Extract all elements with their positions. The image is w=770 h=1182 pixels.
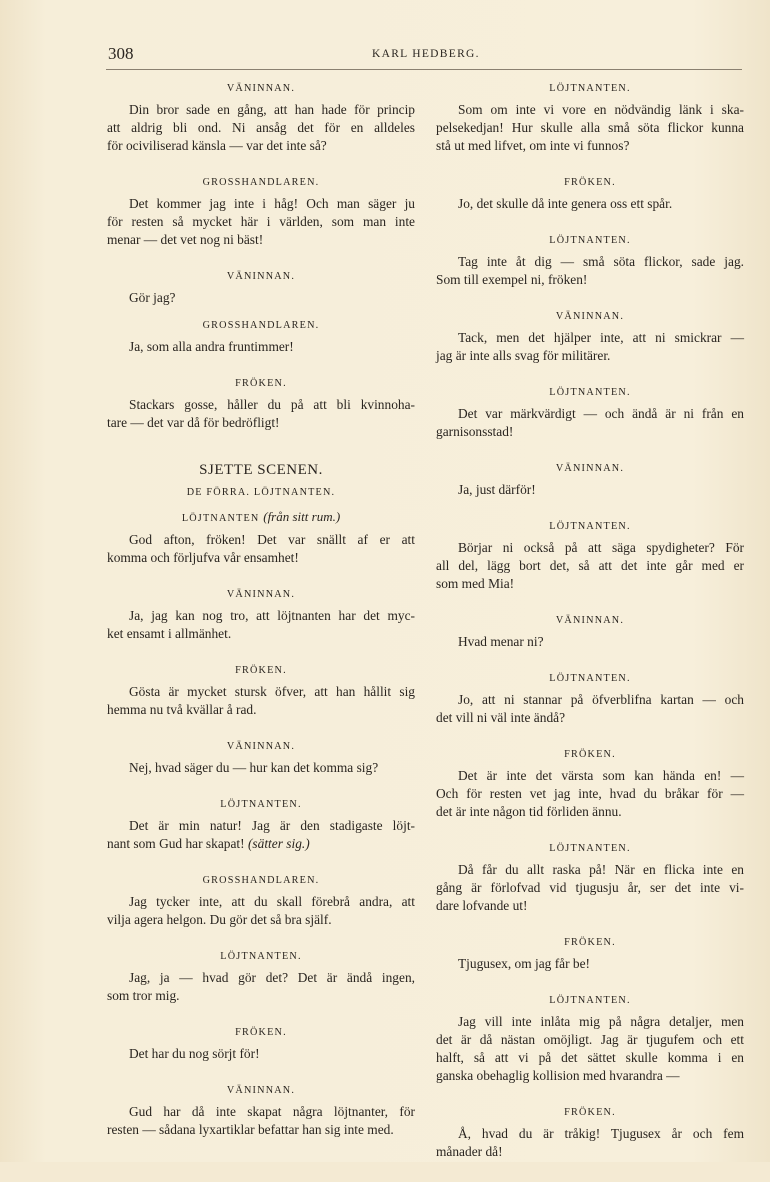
dialogue-line: jag är inte alls svag för militärer. — [436, 348, 611, 363]
dialogue-block — [436, 176, 744, 213]
dialogue-line: hemma nu två kvällar å rad. — [107, 702, 257, 717]
dialogue-line: stå ut med lifvet, om inte vi funnos? — [436, 138, 630, 153]
dialogue-block — [107, 82, 415, 155]
dialogue-line: som tror mig. — [107, 988, 180, 1003]
page-number: 308 — [108, 44, 134, 63]
dialogue-block — [107, 270, 415, 307]
right-column — [436, 82, 744, 1182]
dialogue-line: vilja agera helgon. Du gör det så bra själf. — [107, 912, 332, 927]
dialogue-block — [436, 748, 744, 821]
dialogue-line: dare lofvande ut! — [436, 898, 528, 913]
dialogue-line: ket ensamt i allmänhet. — [107, 626, 232, 641]
dialogue-line-with-direction — [107, 835, 415, 853]
dialogue-line: för resten så mycket här i världen, som man inte — [107, 214, 415, 229]
scene-title: SJETTE SCENEN. — [199, 462, 323, 478]
dialogue-line: God afton, fröken! Det var snällt af er att — [129, 532, 415, 547]
dialogue-block — [107, 740, 415, 777]
dialogue-line: Jo, det skulle då inte genera oss ett spår. — [458, 196, 673, 211]
running-head: KARL HEDBERG. — [372, 48, 480, 60]
speaker-name: VÄNINNAN. — [555, 463, 625, 474]
dialogue-line: Hvad menar ni? — [458, 634, 544, 649]
dialogue-line: menar — det vet nog ni bäst! — [107, 232, 264, 247]
dialogue-line: all del, lägg bort det, så att det inte går med er — [436, 558, 744, 573]
speaker-name: LÖJTNANTEN. — [549, 995, 631, 1006]
dialogue-line: Ja, just därför! — [458, 482, 536, 497]
dialogue-line: Jag vill inte inlåta mig på några detaljer, men — [458, 1014, 744, 1029]
dialogue-line: Jag tycker inte, att du skall förebrå andra, att — [129, 894, 415, 909]
dialogue-block — [107, 319, 415, 356]
dialogue-block — [107, 1026, 415, 1063]
dialogue-line: Gud har då inte skapat några löjtnanter, för — [129, 1104, 415, 1119]
speaker-name: FRÖKEN. — [564, 749, 616, 760]
dialogue-line: det vill ni väl inte ändå? — [436, 710, 566, 725]
speaker-with-direction — [107, 510, 415, 526]
dialogue-line: garnisonsstad! — [436, 424, 514, 439]
speaker-name: VÄNINNAN. — [226, 271, 296, 282]
speaker-name: LÖJTNANTEN. — [549, 673, 631, 684]
dialogue-block — [436, 234, 744, 289]
dialogue-block — [107, 510, 415, 567]
dialogue-line: det är inte någon tid förliden ännu. — [436, 804, 622, 819]
dialogue-text: nant som Gud har skapat! — [107, 836, 245, 851]
dialogue-line: gång är förlofvad vid tjugusju år, ser det inte vi- — [436, 880, 744, 895]
dialogue-line: Jag, ja — hvad gör det? Det är ändå ingen, — [129, 970, 415, 985]
speaker-name: VÄNINNAN. — [555, 615, 625, 626]
dialogue-block — [436, 842, 744, 915]
dialogue-line: Gösta är mycket stursk öfver, att han hållit sig — [129, 684, 415, 699]
stage-direction: (från sitt rum.) — [263, 509, 341, 524]
dialogue-line: Din bror sade en gång, att han hade för princip — [129, 102, 415, 117]
speaker-name: FRÖKEN. — [235, 1027, 287, 1038]
speaker-name: VÄNINNAN. — [226, 83, 296, 94]
dialogue-line: Det är inte det värsta som kan hända en! — — [458, 768, 744, 783]
speaker-name: LÖJTNANTEN. — [220, 951, 302, 962]
speaker-name: LÖJTNANTEN. — [549, 843, 631, 854]
dialogue-block — [107, 176, 415, 249]
dialogue-block — [436, 462, 744, 499]
dialogue-line: att aldrig bli ond. Ni ansåg det för en alldeles — [107, 120, 415, 135]
dialogue-line: Tack, men det hjälper inte, att ni smickrar — — [458, 330, 744, 345]
dialogue-block — [107, 1084, 415, 1139]
speaker-name: FRÖKEN. — [564, 937, 616, 948]
dialogue-line: Tjugusex, om jag får be! — [458, 956, 591, 971]
dialogue-line: Som om inte vi vore en nödvändig länk i ska- — [458, 102, 744, 117]
dialogue-line: Stackars gosse, håller du på att bli kvinnoha- — [129, 397, 415, 412]
speaker-name: LÖJTNANTEN. — [549, 235, 631, 246]
dialogue-line: Det har du nog sörjt för! — [129, 1046, 260, 1061]
dialogue-block — [436, 386, 744, 441]
dialogue-line: komma och förljufva vår ensamhet! — [107, 550, 299, 565]
dialogue-block — [436, 614, 744, 651]
dialogue-line: Gör jag? — [129, 290, 176, 305]
dialogue-block — [107, 874, 415, 929]
dialogue-line: ganska obehaglig kollision med hvarandra — — [436, 1068, 680, 1083]
dialogue-line: Och för resten vet jag inte, hvad du bråkar för — — [436, 786, 744, 801]
speaker-name: GROSSHANDLAREN. — [202, 875, 320, 886]
left-column — [107, 82, 415, 1160]
dialogue-block — [436, 1106, 744, 1161]
speaker-name: VÄNINNAN. — [226, 1085, 296, 1096]
dialogue-line: Då får du allt raska på! När en flicka inte en — [458, 862, 744, 877]
speaker-name: VÄNINNAN. — [226, 589, 296, 600]
dialogue-block — [436, 994, 744, 1085]
dialogue-line: månader då! — [436, 1144, 503, 1159]
dialogue-block — [436, 310, 744, 365]
dialogue-line: Det är min natur! Jag är den stadigaste löjt- — [129, 818, 415, 833]
dialogue-block — [107, 798, 415, 853]
dialogue-line: halft, så att vi på det sättet skulle komma i en — [436, 1050, 744, 1065]
dialogue-line: som med Mia! — [436, 576, 515, 591]
dialogue-line: Tag inte åt dig — små söta flickor, sade jag. — [458, 254, 744, 269]
speaker-name: LÖJTNANTEN. — [549, 83, 631, 94]
speaker-name: LÖJTNANTEN. — [549, 521, 631, 532]
dialogue-block — [107, 377, 415, 432]
speaker-name: FRÖKEN. — [564, 177, 616, 188]
dialogue-block — [436, 520, 744, 593]
speaker-name: GROSSHANDLAREN. — [202, 177, 320, 188]
dialogue-line: resten — sådana lyxartiklar befattar han sig inte med. — [107, 1122, 394, 1137]
dialogue-line: för ociviliserad känsla — var det inte så? — [107, 138, 327, 153]
dialogue-line: Å, hvad du är tråkig! Tjugusex år och fem — [458, 1126, 744, 1141]
dialogue-block — [436, 936, 744, 973]
dialogue-line: pelsekedjan! Hur skulle alla små söta flickor kunna — [436, 120, 744, 135]
dialogue-block — [436, 82, 744, 155]
header-rule — [106, 69, 742, 70]
speaker-name: VÄNINNAN. — [555, 311, 625, 322]
scene-persons: DE FÖRRA. LÖJTNANTEN. — [186, 487, 336, 498]
speaker-name: LÖJTNANTEN — [181, 513, 260, 524]
dialogue-line: Ja, som alla andra fruntimmer! — [129, 339, 294, 354]
dialogue-block — [107, 664, 415, 719]
dialogue-line: Nej, hvad säger du — hur kan det komma sig? — [129, 760, 379, 775]
dialogue-block — [107, 950, 415, 1005]
speaker-name: GROSSHANDLAREN. — [202, 320, 320, 331]
speaker-name: FRÖKEN. — [235, 665, 287, 676]
speaker-name: FRÖKEN. — [564, 1107, 616, 1118]
dialogue-block — [107, 588, 415, 643]
dialogue-block — [436, 672, 744, 727]
dialogue-line: Som till exempel ni, fröken! — [436, 272, 588, 287]
dialogue-line: det är då nästan omöjligt. Jag är tjugufem och ett — [436, 1032, 744, 1047]
dialogue-line: tare — det var då för bedröfligt! — [107, 415, 280, 430]
dialogue-line: Ja, jag kan nog tro, att löjtnanten har det myc- — [129, 608, 415, 623]
speaker-name: VÄNINNAN. — [226, 741, 296, 752]
stage-direction: (sätter sig.) — [247, 836, 310, 851]
speaker-name: LÖJTNANTEN. — [220, 799, 302, 810]
speaker-name: FRÖKEN. — [235, 378, 287, 389]
dialogue-line: Jo, att ni stannar på öfverblifna kartan — och — [458, 692, 744, 707]
dialogue-line: Det var märkvärdigt — och ändå är ni från en — [458, 406, 744, 421]
speaker-name: LÖJTNANTEN. — [549, 387, 631, 398]
dialogue-line: Det kommer jag inte i håg! Och man säger ju — [129, 196, 415, 211]
dialogue-line: Börjar ni också på att säga spydigheter? För — [458, 540, 744, 555]
